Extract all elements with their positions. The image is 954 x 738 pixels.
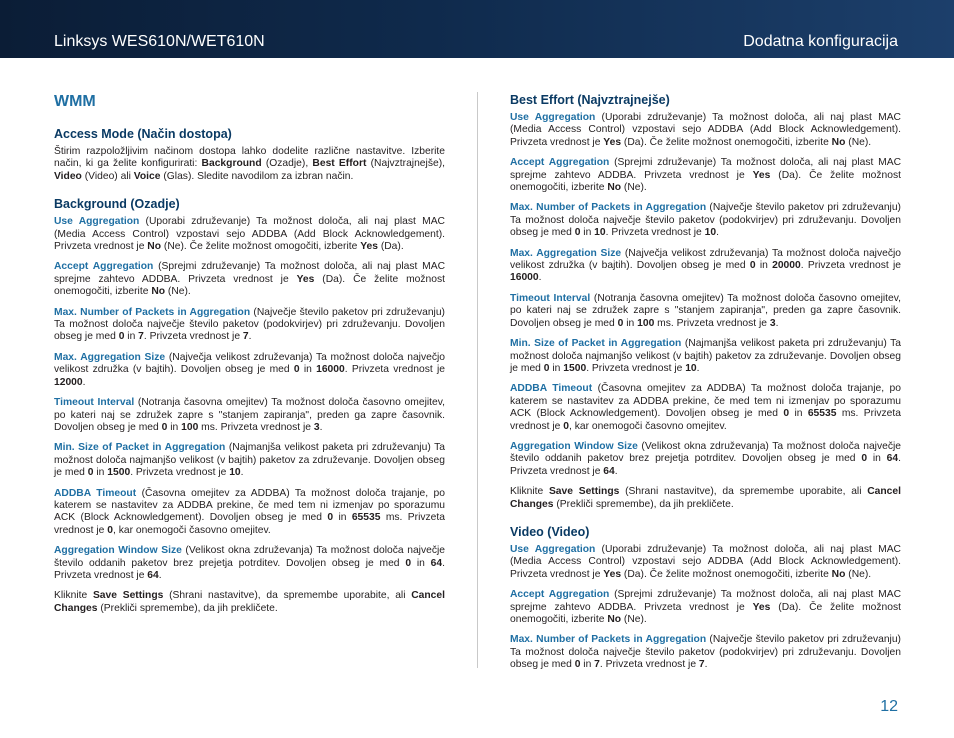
video-heading: Video (Video) <box>510 524 590 539</box>
accept-aggregation-paragraph: Accept Aggregation (Sprejmi združevanje) Ta možnost določa, ali naj plast MAC sprejme zahtevo ADDBA. Privzeta vrednost je Yes (Da). Če želite možnost onemogočiti, izberite No (Ne). <box>54 261 445 298</box>
addba-timeout-paragraph: ADDBA Timeout (Časovna omejitev za ADDBA) Ta možnost določa trajanje, po katerem se nastavitev za ADDBA prekine, če med tem ni izmenjav po sporazumu ACK (Block Acknowledgement). Dovoljen obseg je med 0 in 65535 ms. Privzeta vrednost je 0, kar onemogoči časovno omejitev. <box>54 487 445 536</box>
best-effort-heading: Best Effort (Najvztrajnejše) <box>510 93 670 107</box>
max-aggregation-size-paragraph: Max. Aggregation Size (Največja velikost združevanja) Ta možnost določa največjo velikost združka (v bajtih). Dovoljen obseg je med 0 in 16000. Privzeta vrednost je 12000. <box>54 351 445 388</box>
page-header <box>0 0 954 58</box>
use-aggregation-paragraph: Use Aggregation (Uporabi združevanje) Ta možnost določa, ali naj plast MAC (Media Access Control) vzpostavi sejo ADDBA (Add Block Acknowledgement). Privzeta vrednost je Yes (Da). Če želite možnost onemogočiti, izberite No (Ne). <box>510 543 901 580</box>
section-title: Dodatna konfiguracija <box>743 33 898 50</box>
timeout-interval-paragraph: Timeout Interval (Notranja časovna omejitev) Ta možnost določa časovno omejitev, po kateri naj se združek zapre s "stanjem zapiranja", preden ga zapre časovnik. Dovoljen obseg je med 0 in 100 ms. Privzeta vrednost je 3. <box>510 292 901 329</box>
use-aggregation-paragraph: Use Aggregation (Uporabi združevanje) Ta možnost določa, ali naj plast MAC (Media Access Control) vzpostavi sejo ADDBA (Add Block Acknowledgement). Privzeta vrednost je Yes (Da). Če želite možnost onemogočiti, izberite No (Ne). <box>510 112 901 148</box>
aggregation-window-paragraph: Aggregation Window Size (Velikost okna združevanja) Ta možnost določa največje število oddanih paketov brez prejetja potrditev. Dovoljen obseg je med 0 in 64. Privzeta vrednost je 64. <box>54 545 445 581</box>
timeout-interval-paragraph: Timeout Interval (Notranja časovna omejitev) Ta možnost določa časovno omejitev, po kateri naj se združek zapre s "stanjem zapiranja", preden ga zapre časovnik. Dovoljen obseg je med 0 in 100 ms. Privzeta vrednost je 3. <box>54 397 445 433</box>
save-instructions-paragraph: Kliknite Save Settings (Shrani nastavitve), da spremembe uporabite, ali Cancel Changes (Prekliči spremembe), da jih prekličete. <box>54 590 446 614</box>
min-packet-size-paragraph: Min. Size of Packet in Aggregation (Najmanjša velikost paketa pri združevanju) Ta možnost določa najmanjšo velikost (v bajtih) paketov za združevanje. Dovoljen obseg je med 0 in 1500. Privzeta vrednost je 10. <box>54 442 445 479</box>
left-column <box>54 93 445 623</box>
product-title: Linksys WES610N/WET610N <box>54 33 265 50</box>
background-heading: Background (Ozadje) <box>54 197 180 212</box>
column-divider <box>477 92 478 668</box>
accept-aggregation-paragraph: Accept Aggregation (Sprejmi združevanje) Ta možnost določa, ali naj plast MAC sprejme zahtevo ADDBA. Privzeta vrednost je Yes (Da). Če želite možnost onemogočiti, izberite No (Ne). <box>510 589 901 625</box>
min-packet-size-paragraph: Min. Size of Packet in Aggregation (Najmanjša velikost paketa pri združevanju) Ta možnost določa najmanjšo velikost (v bajtih) paketov za združevanje. Dovoljen obseg je med 0 in 1500. Privzeta vrednost je 10. <box>510 338 901 374</box>
accept-aggregation-paragraph: Accept Aggregation (Sprejmi združevanje) Ta možnost določa, ali naj plast MAC sprejme zahtevo ADDBA. Privzeta vrednost je Yes (Da). Če želite možnost onemogočiti, izberite No (Ne). <box>510 157 901 194</box>
max-packets-paragraph: Max. Number of Packets in Aggregation (Največje število paketov pri združevanju) Ta možnost določa največje število paketov (podokvirjev) pri združevanju. Dovoljen obseg je med 0 in 10. Privzeta vrednost je 10. <box>510 202 901 239</box>
max-packets-paragraph: Max. Number of Packets in Aggregation (Največje število paketov pri združevanju) Ta možnost določa največje število paketov (podokvirjev) pri združevanju. Dovoljen obseg je med 0 in 7. Privzeta vrednost je 7. <box>54 306 445 343</box>
wmm-title: WMM <box>54 93 96 110</box>
max-aggregation-size-paragraph: Max. Aggregation Size (Največja velikost združevanja) Ta možnost določa največjo velikost združka (v bajtih). Dovoljen obseg je med 0 in 20000. Privzeta vrednost je 16000. <box>510 247 901 284</box>
access-mode-paragraph: Štirim razpoložljivim načinom dostopa lahko dodelite različne nastavitve. Izberite način, ki ga želite konfigurirati: Background (Ozadje), Best Effort (Najvztrajnejše), Video (Video) ali Voice (Glas). Sledite navodilom za izbran način. <box>54 146 445 182</box>
access-mode-heading: Access Mode (Način dostopa) <box>54 127 232 141</box>
page-number: 12 <box>880 698 898 715</box>
right-column <box>510 93 901 680</box>
addba-timeout-paragraph: ADDBA Timeout (Časovna omejitev za ADDBA) Ta možnost določa trajanje, po katerem se nastavitev za ADDBA prekine, če med tem ni izmenjav po sporazumu ACK (Block Acknowledgement). Dovoljen obseg je med 0 in 65535 ms. Privzeta vrednost je 0, kar onemogoči časovno omejitev. <box>510 383 901 432</box>
max-packets-paragraph: Max. Number of Packets in Aggregation (Največje število paketov pri združevanju) Ta možnost določa največje število paketov (podokvirjev) pri združevanju. Dovoljen obseg je med 0 in 7. Privzeta vrednost je 7. <box>510 634 901 671</box>
aggregation-window-paragraph: Aggregation Window Size (Velikost okna združevanja) Ta možnost določa največje število oddanih paketov brez prejetja potrditev. Dovoljen obseg je med 0 in 64. Privzeta vrednost je 64. <box>510 440 901 477</box>
use-aggregation-paragraph: Use Aggregation (Uporabi združevanje) Ta možnost določa, ali naj plast MAC (Media Access Control) vzpostavi sejo ADDBA (Add Block Acknowledgement). Privzeta vrednost je No (Ne). Če želite možnost omogočiti, izberite Yes (Da). <box>54 216 445 253</box>
save-instructions-paragraph: Kliknite Save Settings (Shrani nastavitve), da spremembe uporabite, ali Cancel Changes (Prekliči spremembe), da jih prekličete. <box>510 486 902 510</box>
